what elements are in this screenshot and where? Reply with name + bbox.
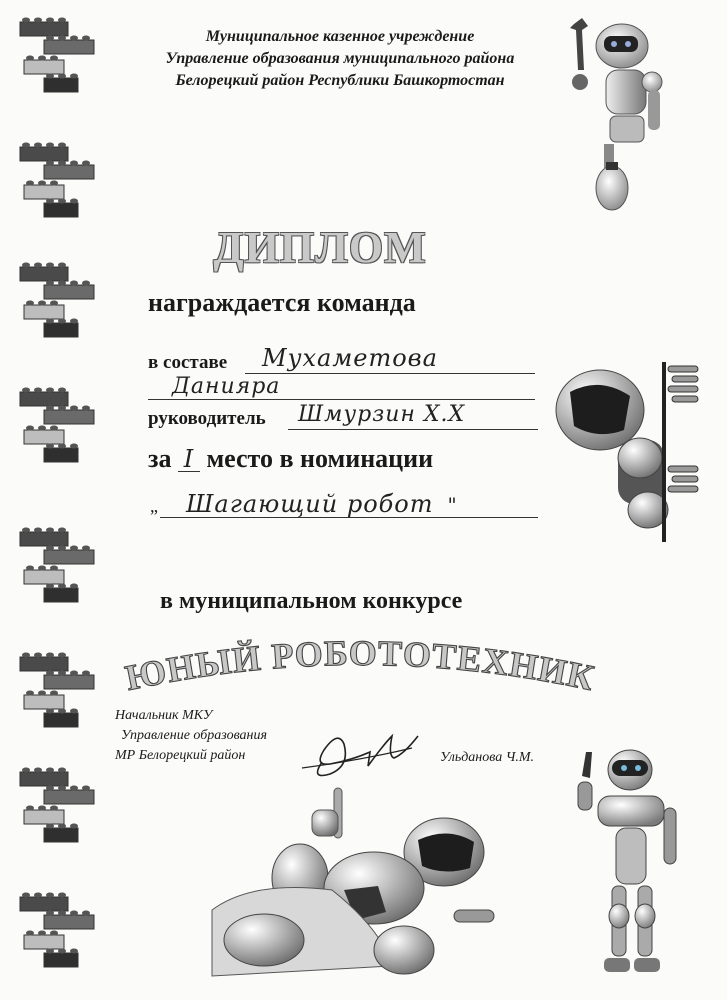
leader-row <box>148 408 266 430</box>
issuer-line-2: Управление образования муниципального района <box>165 50 515 67</box>
place-value: I <box>178 447 200 472</box>
signatory-title-3: МР Белорецкий район <box>115 748 246 763</box>
nomination-open-quote: „ <box>150 496 158 516</box>
leader-value: Шмурзин Х.Х <box>298 402 466 427</box>
brick-stack-icon <box>14 380 104 470</box>
svg-text:ЮНЫЙ РОБОТОТЕХНИК <box>122 633 598 698</box>
leader-fill-line <box>288 429 538 430</box>
composition-value-2: Данияра <box>172 374 281 399</box>
composition-fill-line-2 <box>148 399 535 400</box>
signatory-title-1: Начальник МКУ <box>115 708 213 723</box>
place-row <box>148 444 433 474</box>
signature-block <box>115 706 267 766</box>
brick-stack-icon <box>14 255 104 345</box>
nomination-value: Шагающий робот <box>186 490 434 518</box>
place-prefix: за <box>148 444 172 473</box>
issuer-line-3: Белорецкий район Республики Башкортостан <box>175 72 505 89</box>
robot-waving-illustration <box>568 746 688 996</box>
composition-value-1: Мухаметова <box>262 344 438 372</box>
contest-name-arc <box>120 622 600 702</box>
place-text: место в номинации <box>206 444 434 473</box>
nomination-fill-line <box>160 517 538 518</box>
issuer-line-1: Муниципальное казенное учреждение <box>205 28 475 45</box>
diploma-title: ДИПЛОМ <box>213 223 427 272</box>
signer-name: Ульданова Ч.М. <box>440 750 535 765</box>
contest-line: в муниципальном конкурсе <box>160 588 463 614</box>
robot-lying-illustration <box>204 770 524 995</box>
brick-stack-icon <box>14 760 104 850</box>
brick-stack-icon <box>14 135 104 225</box>
leader-label: руководитель <box>148 408 266 429</box>
brick-stack-icon <box>14 10 104 100</box>
awarded-team-heading: награждается команда <box>148 288 416 317</box>
contest-name-text: ЮНЫЙ РОБОТОТЕХНИК <box>122 632 599 699</box>
composition-fill-line-1 <box>245 373 535 374</box>
brick-stack-icon <box>14 645 104 735</box>
signatory-title-2: Управление образования <box>121 728 268 743</box>
brick-decoration-column <box>14 0 104 1000</box>
composition-row <box>148 352 227 374</box>
brick-stack-icon <box>14 885 104 975</box>
composition-label: в составе <box>148 352 228 373</box>
robot-wrench-illustration <box>560 12 680 212</box>
nomination-row <box>150 490 458 518</box>
brick-stack-icon <box>14 520 104 610</box>
nomination-close-quote: " <box>447 493 458 517</box>
issuer-header <box>110 26 570 92</box>
robot-peeking-illustration <box>548 362 708 542</box>
